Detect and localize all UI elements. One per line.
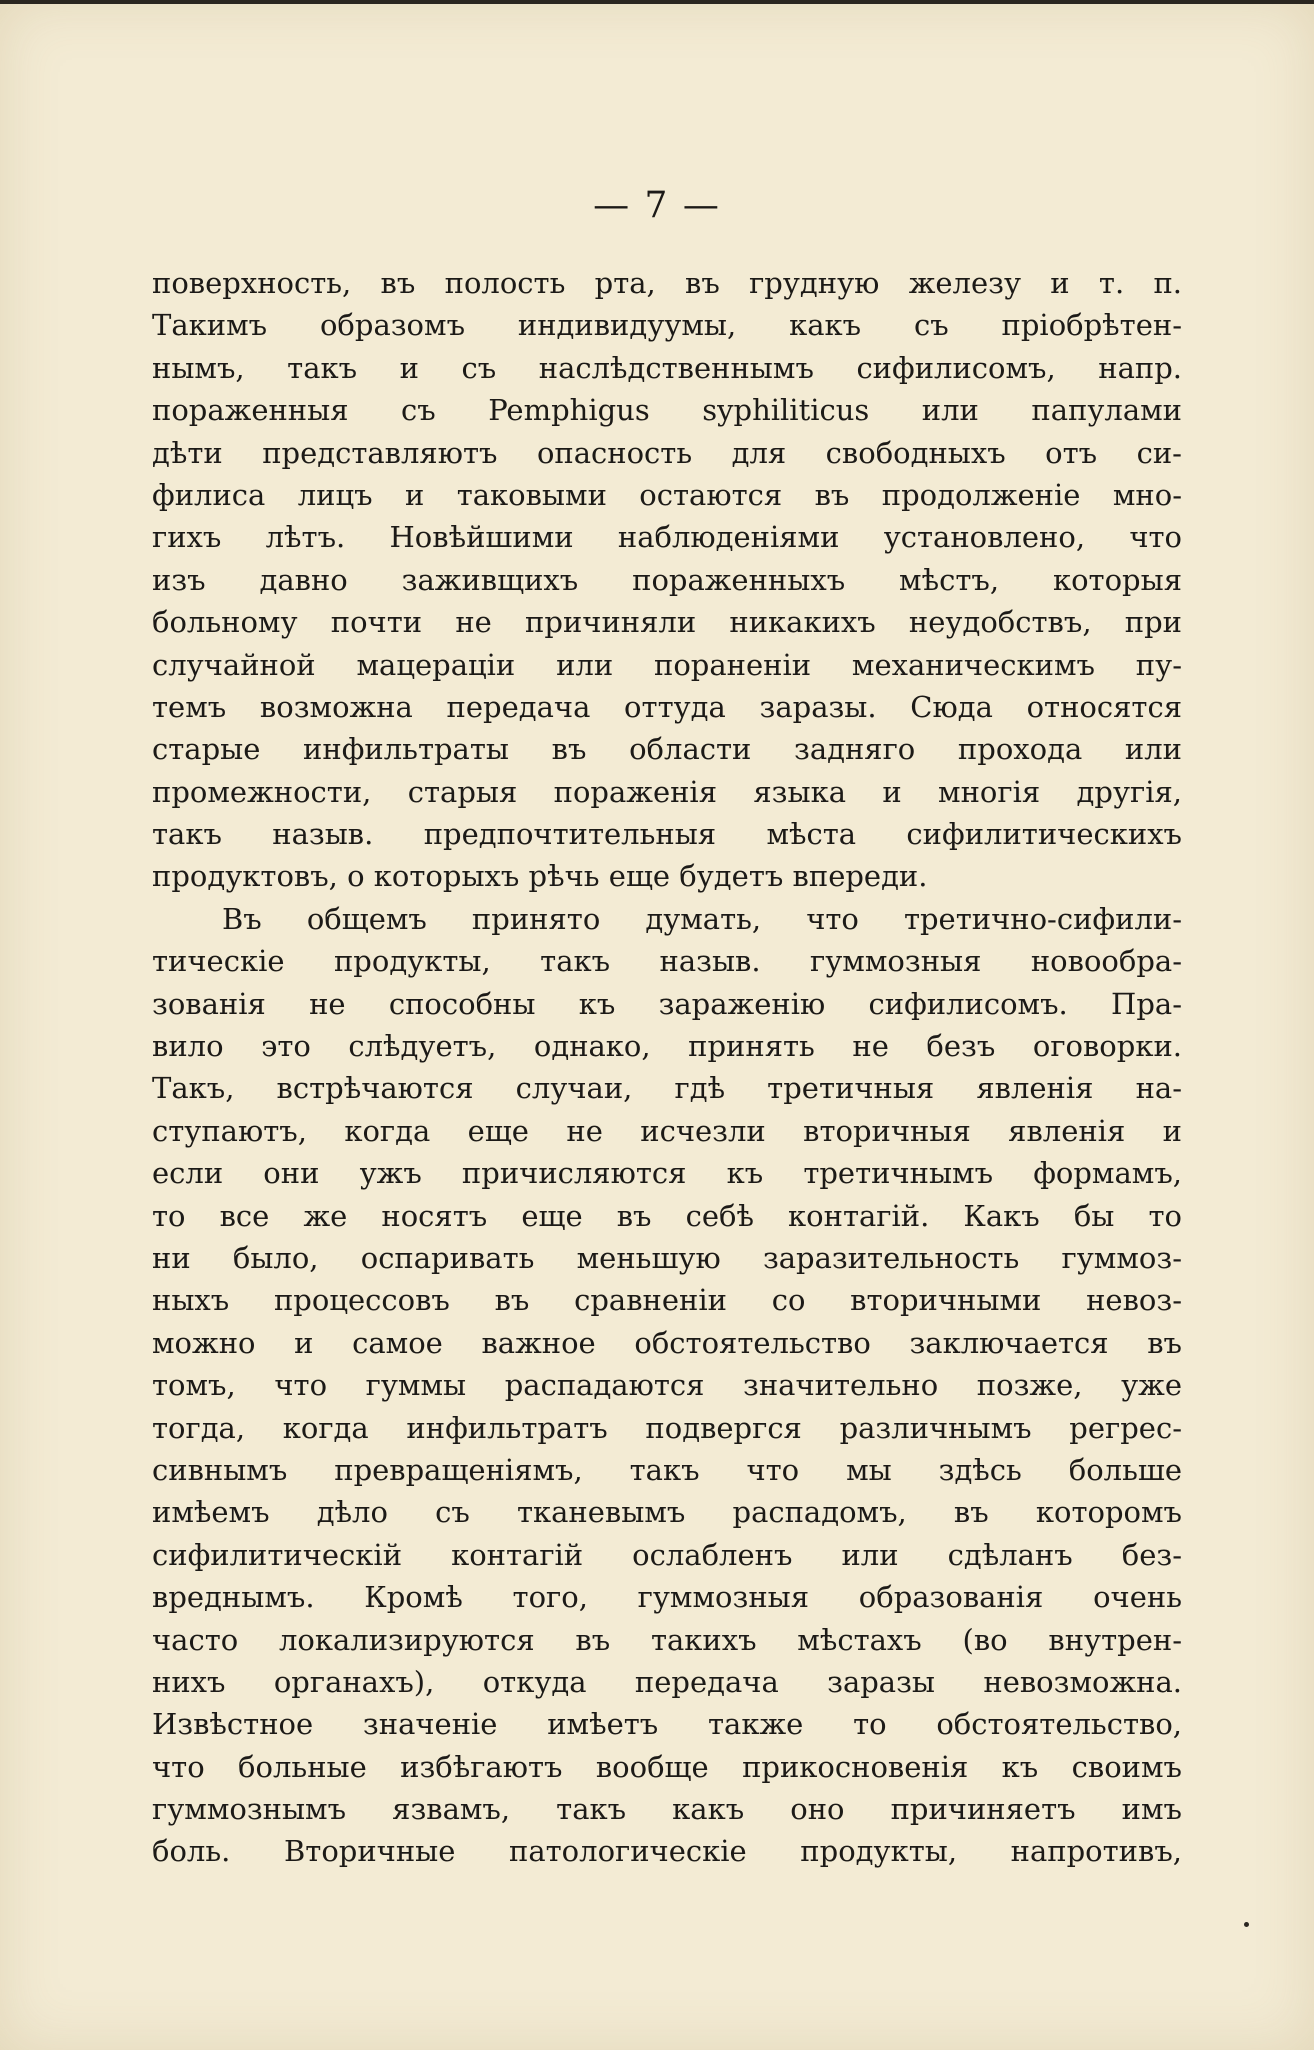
text-line: гуммознымъ язвамъ, такъ какъ оно причиняетъ имъ	[152, 1792, 1182, 1827]
ink-speck	[1244, 1922, 1249, 1927]
text-line: зованія не способны къ зараженію сифилисомъ. Пра-	[152, 986, 1182, 1021]
text-line: если они ужъ причисляются къ третичнымъ формамъ,	[152, 1156, 1182, 1191]
text-line: тогда, когда инфильтратъ подвергся различнымъ регрес-	[152, 1410, 1182, 1445]
text-line: случайной мацераціи или пораненіи механическимъ пу-	[152, 647, 1182, 682]
page-number: — 7 —	[593, 185, 721, 226]
text-line: филиса лицъ и таковыми остаются въ продолженіе мно-	[152, 477, 1182, 512]
text-line: можно и самое важное обстоятельство заключается въ	[152, 1325, 1182, 1360]
page-top-edge	[0, 0, 1314, 4]
text-line: ступаютъ, когда еще не исчезли вторичныя явленія и	[152, 1113, 1182, 1148]
text-line: вило это слѣдуетъ, однако, принять не безъ оговорки.	[152, 1029, 1182, 1064]
text-line: изъ давно заживщихъ пораженныхъ мѣстъ, которыя	[152, 562, 1182, 597]
text-line: пораженныя съ Pemphigus syphiliticus или папулами	[152, 393, 1182, 428]
text-line: дѣти представляютъ опасность для свободныхъ отъ си-	[152, 435, 1182, 470]
text-line: томъ, что гуммы распадаются значительно позже, уже	[152, 1368, 1182, 1403]
text-line: сифилитическій контагій ослабленъ или сдѣланъ без-	[152, 1537, 1182, 1572]
text-line: сивнымъ превращеніямъ, такъ что мы здѣсь больше	[152, 1452, 1182, 1487]
text-line: часто локализируются въ такихъ мѣстахъ (во внутрен-	[152, 1622, 1182, 1657]
text-line: имѣемъ дѣло съ тканевымъ распадомъ, въ которомъ	[152, 1495, 1182, 1530]
text-line: боль. Вторичные патологическіе продукты, напротивъ,	[152, 1834, 1182, 1869]
text-line: старые инфильтраты въ области задняго прохода или	[152, 732, 1182, 767]
text-line: ни было, оспаривать меньшую заразительность гуммоз-	[152, 1240, 1182, 1275]
text-line: Въ общемъ принято думать, что третично-сифили-	[222, 901, 1182, 936]
text-line: что больные избѣгаютъ вообще прикосновенія къ своимъ	[152, 1749, 1182, 1784]
text-line: то все же носятъ еще въ себѣ контагій. Какъ бы то	[152, 1198, 1182, 1233]
text-line: Такимъ образомъ индивидуумы, какъ съ пріобрѣтен-	[152, 308, 1182, 343]
text-line: вреднымъ. Кромѣ того, гуммозныя образованія очень	[152, 1580, 1182, 1615]
text-line: темъ возможна передача оттуда заразы. Сюда относятся	[152, 689, 1182, 724]
paragraph	[152, 898, 1182, 1873]
text-line: такъ назыв. предпочтительныя мѣста сифилитическихъ	[152, 817, 1182, 852]
text-line: больному почти не причиняли никакихъ неудобствъ, при	[152, 605, 1182, 640]
text-line: гихъ лѣтъ. Новѣйшими наблюденіями установлено, что	[152, 520, 1182, 555]
paragraph	[152, 262, 1182, 898]
text-line: промежности, старыя пораженія языка и многія другія,	[152, 774, 1182, 809]
text-line: продуктовъ, о которыхъ рѣчь еще будетъ впереди.	[152, 859, 928, 894]
text-line: Извѣстное значеніе имѣетъ также то обстоятельство,	[152, 1707, 1182, 1742]
body-text	[152, 262, 1182, 1873]
text-line: нихъ органахъ), откуда передача заразы невозможна.	[152, 1664, 1182, 1699]
text-line: ныхъ процессовъ въ сравненіи со вторичными невоз-	[152, 1283, 1182, 1318]
text-line: тическіе продукты, такъ назыв. гуммозныя новообра-	[152, 944, 1182, 979]
text-line: поверхность, въ полость рта, въ грудную железу и т. п.	[152, 266, 1182, 300]
text-line: нымъ, такъ и съ наслѣдственнымъ сифилисомъ, напр.	[152, 350, 1182, 385]
text-line: Такъ, встрѣчаются случаи, гдѣ третичныя явленія на-	[152, 1071, 1182, 1106]
